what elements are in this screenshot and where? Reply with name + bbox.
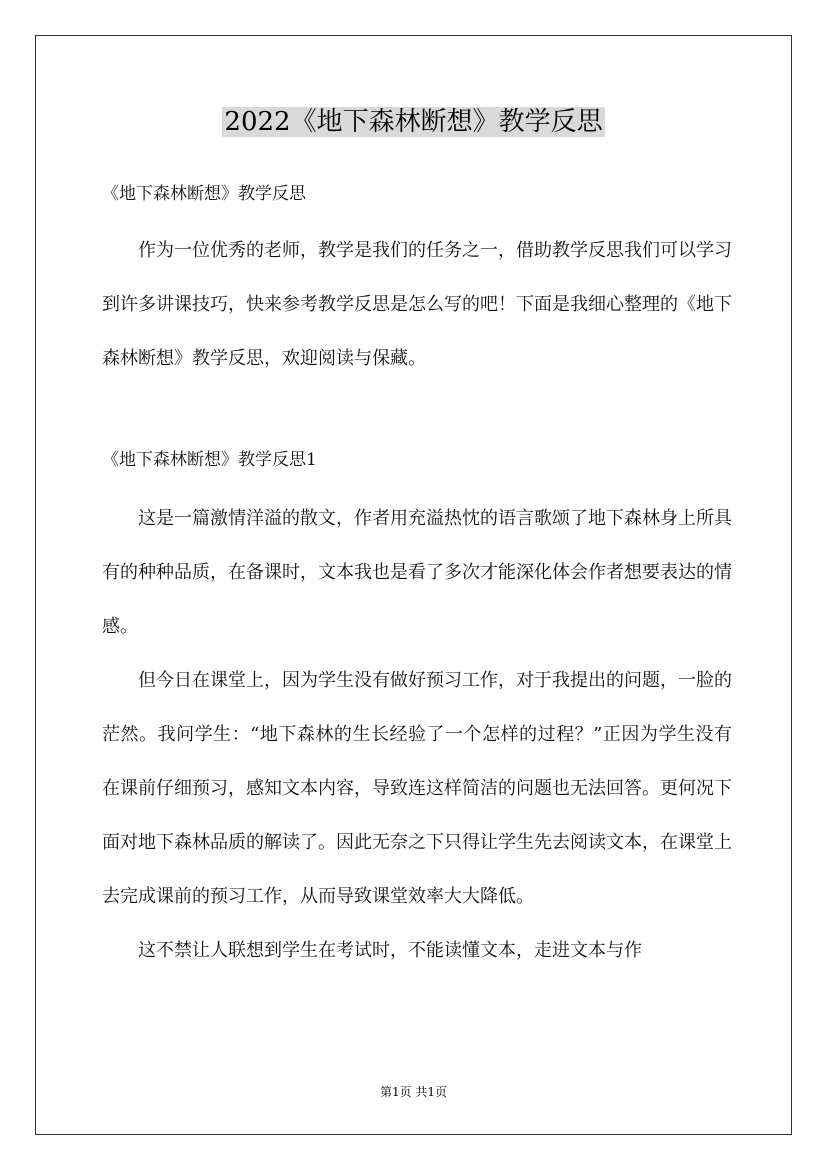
- section-heading: 《地下森林断想》教学反思1: [102, 450, 317, 470]
- document-body: [102, 174, 732, 978]
- body-paragraph: 这是一篇激情洋溢的散文，作者用充溢热忱的语言歌颂了地下森林身上所具有的种种品质，在备课时，文本我也是看了多次才能深化体会作者想要表达的情感。: [102, 508, 732, 637]
- intro-paragraph: 作为一位优秀的老师，教学是我们的任务之一，借助教学反思我们可以学习到许多讲课技巧，快来参考教学反思是怎么写的吧！下面是我细心整理的《地下森林断想》教学反思，欢迎阅读与保藏。: [102, 240, 732, 369]
- document-title: [0, 100, 827, 144]
- document-title-text: 2022《地下森林断想》教学反思: [224, 107, 603, 137]
- body-paragraph: 这不禁让人联想到学生在考试时，不能读懂文本，走进文本与作: [138, 940, 642, 961]
- body-paragraph: 但今日在课堂上，因为学生没有做好预习工作，对于我提出的问题，一脸的茫然。我问学生：“地下森林的生长经验了一个怎样的过程？”正因为学生没有在课前仔细预习，感知文本内容，导致连这样简洁的问题也无法回答。更何况下面对地下森林品质的解读了。因此无奈之下只得让学生先去阅读文本，在课堂上去完成课前的预习工作，从而导致课堂效率大大降低。: [102, 670, 732, 907]
- intro-heading: 《地下森林断想》教学反思: [102, 184, 306, 204]
- page-footer: 第1页 共1页: [379, 1085, 448, 1099]
